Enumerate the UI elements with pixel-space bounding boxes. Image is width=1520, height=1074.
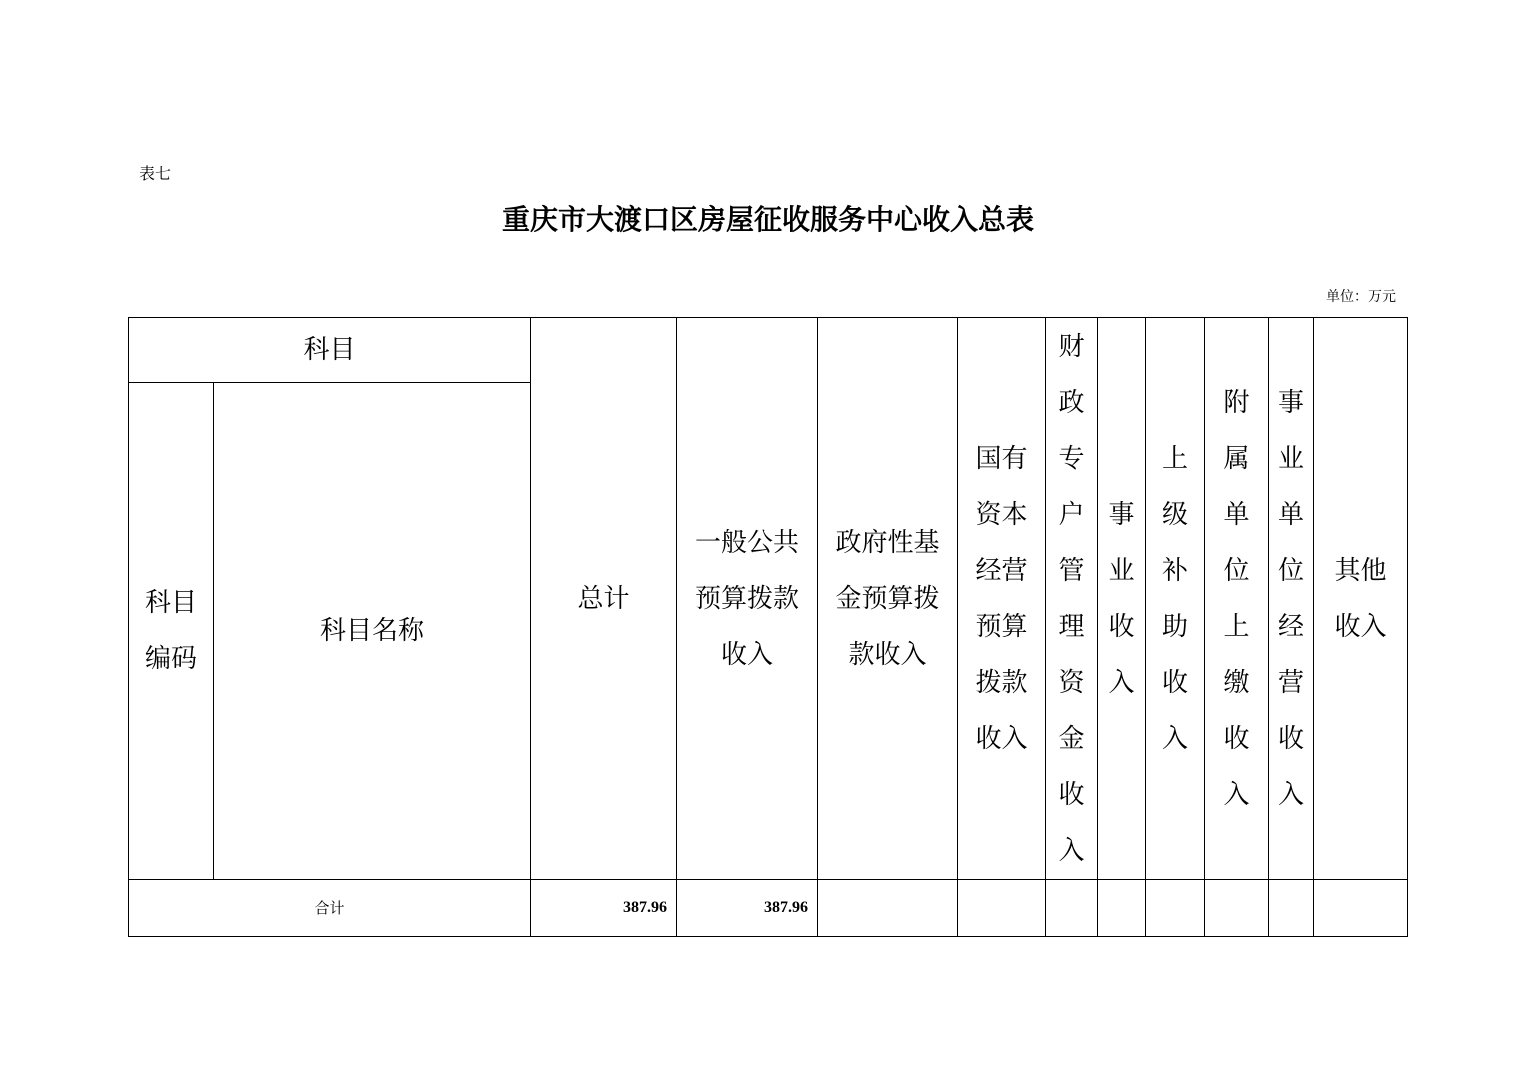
header-general-budget: 一般公共预算拨款收入	[677, 318, 818, 880]
header-superior-subsidy: 上级补助收入	[1146, 318, 1205, 880]
total-cell-total: 387.96	[531, 880, 677, 937]
total-cell-fiscal-special	[1046, 880, 1098, 937]
total-cell-superior-subsidy	[1146, 880, 1205, 937]
header-affiliated-remit: 附属单位上缴收入	[1205, 318, 1269, 880]
header-business-income: 事业收入	[1098, 318, 1146, 880]
page-title: 重庆市大渡口区房屋征收服务中心收入总表	[501, 203, 1034, 236]
total-cell-business-income	[1098, 880, 1146, 937]
header-other-income: 其他收入	[1314, 318, 1408, 880]
total-cell-other-income	[1314, 880, 1408, 937]
table-row-total	[129, 880, 1408, 937]
header-row-top	[129, 318, 1408, 383]
total-label: 合计	[129, 880, 531, 937]
table-number-label: 表七	[139, 164, 172, 183]
income-summary-table	[128, 317, 1408, 937]
header-business-operating: 事业单位经营收入	[1269, 318, 1314, 880]
header-state-capital: 国有资本经营预算拨款收入	[958, 318, 1046, 880]
total-cell-gov-fund	[818, 880, 958, 937]
unit-note: 单位：万元	[1326, 289, 1396, 305]
total-cell-general-budget: 387.96	[677, 880, 818, 937]
header-subject-name: 科目名称	[214, 383, 531, 880]
header-subject: 科目	[129, 318, 531, 383]
total-cell-affiliated-remit	[1205, 880, 1269, 937]
header-subject-code: 科目编码	[129, 383, 214, 880]
total-cell-state-capital	[958, 880, 1046, 937]
header-fiscal-special: 财政专户管理资金收入	[1046, 318, 1098, 880]
total-cell-business-operating	[1269, 880, 1314, 937]
header-gov-fund: 政府性基金预算拨款收入	[818, 318, 958, 880]
header-total: 总计	[531, 318, 677, 880]
